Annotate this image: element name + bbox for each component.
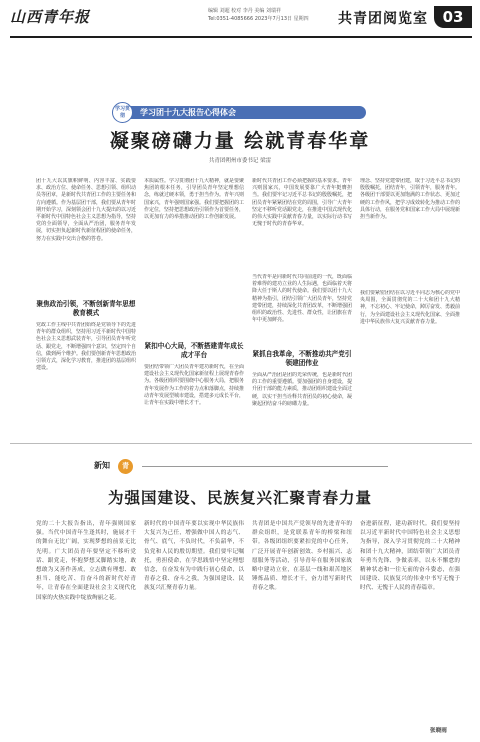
article1-subhead-2: 紧扣中心大局，不断搭建青年成长成才平台 — [144, 342, 244, 359]
banner-badge: 学习贯彻 — [112, 102, 133, 123]
article2-signature: 张晓雨 — [430, 728, 447, 734]
section-title: 共青团阅览室 — [338, 11, 428, 27]
column-logo-badge: 青 — [118, 459, 133, 474]
article-byline: 共青团朔州市委书记 梁雷 — [208, 158, 272, 164]
newspaper-logo: 山西青年报 — [10, 8, 91, 26]
article1-subhead-3: 紧抓自我革命，不断推动共产党引领建团伟业 — [252, 350, 352, 367]
article1-col1-para2: 党政工作主线中共青团始终是党领导下的先进青年的群众组织，坚持用习近平新时代中国特色社会主义思想武装青年，引导团员青年听党话、跟党走，不断增强四个意识，坚定四个自信，做到两个维护。我们要创新青年思想政治引领方式，深化学习教育，推进团的基层组织建设。 — [36, 322, 136, 372]
column-logo — [94, 455, 140, 477]
article1-col3-para3: 全面从严治团是团的光荣传统，也是新时代团的工作的重要遵循。要加强团的自身建设，提升团干部的能力素质，推动团组织建设全面过硬，以实干担当诠释共青团员的初心使命，凝聚起团结奋斗的磅礴力量。 — [252, 372, 352, 407]
contact-date: Tel:0351-4085666 2023年7月13日 星期四 — [208, 16, 309, 22]
column-banner — [114, 105, 366, 120]
page-number-badge: 03 — [434, 6, 472, 28]
section-divider — [10, 443, 472, 444]
article-headline: 凝聚磅礴力量 绘就青春华章 — [109, 130, 371, 152]
article1-col4-para1: 理念、坚持党建带团建，取于习近平总书记的殷殷嘱托，团结青年，引领青年，服务青年。各级团干部要以更加饱满的工作状态、更加过硬的工作作风，把学习成效转化为推动工作的具体行动，在服务党和国家工作大局中展现新担当新作为。 — [360, 178, 460, 221]
column-logo-rule — [142, 466, 388, 467]
editor-credits: 编辑 刘超 校对 李丹 美编 刘瑞祥 — [208, 8, 281, 14]
article1-col4-para2: 我们要紧密团结在以习近平同志为核心的党中央周围，全面贯彻党的二十大和团十九大精神，不忘初心、牢记使命，踔厉奋发、勇毅前行，为全面建设社会主义现代化国家、全面推进中华民族伟大复兴贡献青春力量。 — [360, 290, 460, 325]
masthead — [10, 4, 472, 38]
article2-col3: 共青团是中国共产党领导的先进青年的群众组织，是党联系青年的桥梁和纽带。各级团组织要紧扣党的中心任务，广泛开展青年创新创效、乡村振兴、志愿服务等活动，引导青年在服务国家战略中建功立业，在基层一线和艰苦地区锤炼品质、增长才干，奋力谱写新时代青春之歌。 — [252, 521, 352, 592]
article2-col2: 新时代的中国青年要以实现中华民族伟大复兴为己任，增强做中国人的志气、骨气、底气，不负时代，不负韶华，不负党和人民的殷切期望。我们要牢记嘱托，勇担使命，在学思践悟中坚定理想信念，在奋发有为中践行初心使命，以青春之我、奋斗之我，为强国建设、民族复兴汇聚青春力量。 — [144, 521, 244, 592]
article1-subhead-1: 聚焦政治引领，不断创新青年思想教育模式 — [36, 300, 136, 317]
article1-col1-para1: 团十九大以其旗帜鲜明、内容丰富、实践要求、政治方位、使命任务、思想引领、组织动员等团章，是新时代共青团工作的主要任务和方向遵循。作为基层团干部，我们要从青年时期开始学习，深刻领会团十九大提出的以习近平新时代中国特色社会主义思想为指导，坚持党的全面领导，全面从严治团，服务青年发展，切实担负起新时代新征程团的使命任务，努力在实践中交出合格的答卷。 — [36, 178, 136, 242]
column-logo-text: 新知 — [94, 461, 110, 470]
banner-label: 学习团十九大报告心得体会 — [140, 108, 236, 117]
masthead-divider — [10, 36, 472, 38]
article2-headline: 为强国建设、民族复兴汇聚青春力量 — [107, 489, 372, 507]
article1-col2-para1: 本质属性。学习贯彻团十九大精神，就是要聚焦团的根本任务，引导团员青年坚定理想信念，练就过硬本领，勇于担当作为。青年兴则国家兴，青年强则国家强。我们要把握团的工作定位，坚持把思想政治引领作为首要任务，以更加有力的举措推动团的工作创新发展。 — [144, 178, 244, 221]
article1-col3-para1: 新时代共青团工作必须把握的基本要求。青年兴则国家兴，中国发展要靠广大青年挺膺担当。我们要牢记习近平总书记的殷殷嘱托，把团员青年紧紧团结在党的周围，引导广大青年坚定不移听党话跟党走，在推进中国式现代化的伟大实践中贡献青春力量，以实际行动书写无愧于时代的青春华章。 — [252, 178, 352, 228]
article1-col2-para2: 要团结带领广大团员青年建功新时代，在全面建设社会主义现代化国家新征程上展现青春作为。各级团组织要围绕中心服务大局，把服务青年发展作为工作的着力点和落脚点，持续推动青年发展型城市建设，搭建多元成长平台，让青年在实践中增长才干。 — [144, 364, 244, 407]
article2-col4: 奋进新征程，建功新时代。我们要坚持以习近平新时代中国特色社会主义思想为指导，深入学习贯彻党的二十大精神和团十九大精神，团结带领广大团员青年勇当先锋、争做表率，以永不懈怠的精神状态和一往无前的奋斗姿态，在强国建设、民族复兴的伟业中书写无愧于时代、无愧于人民的青春篇章。 — [360, 521, 460, 592]
article2-col1: 党的二十大报告指出，青年强则国家强。当代中国青年生逢其时，施展才干的舞台无比广阔，实现梦想的前景无比光明。广大团员青年要坚定不移听党话、跟党走，怀抱梦想又脚踏实地，敢想敢为又善作善成，立志做有理想、敢担当、能吃苦、肯奋斗的新时代好青年，让青春在全面建设社会主义现代化国家的火热实践中绽放绚丽之花。 — [36, 521, 136, 601]
masthead-info — [208, 7, 309, 23]
article1-col3-para2: 当代青年是同新时代共同前进的一代，既面临着难得的建功立业的人生际遇，也面临着天将降大任于斯人的时代使命。我们要以团十九大精神为指引，团结引领广大团员青年，坚持党建带团建，持续深化共青团改革，不断增强团组织的政治性、先进性、群众性，让团旗在青年中更加鲜亮。 — [252, 274, 352, 324]
